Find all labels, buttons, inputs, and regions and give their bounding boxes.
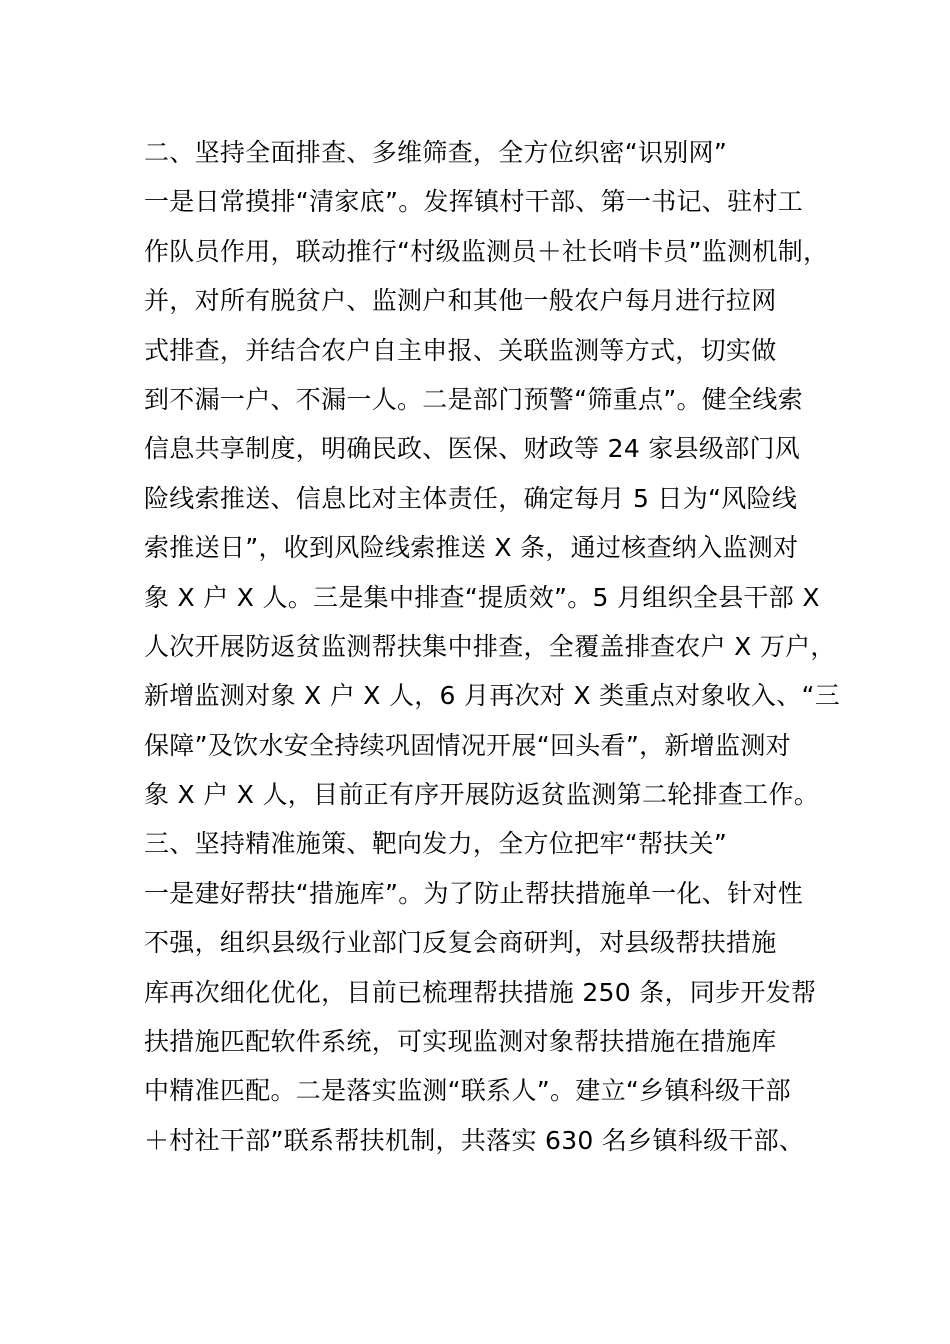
paragraph-line: 一是建好帮扶“措施库”。为了防止帮扶措施单一化、针对性	[144, 878, 804, 908]
paragraph-line: 并，对所有脱贫户、监测户和其他一般农户每月进行拉网	[144, 286, 777, 316]
paragraph-line: 到不漏一户、不漏一人。二是部门预警“筛重点”。健全线索	[144, 384, 804, 414]
paragraph-line: 新增监测对象 X 户 X 人，6 月再次对 X 类重点对象收入、“三	[144, 681, 841, 711]
paragraph-line: 险线索推送、信息比对主体责任，确定每月 5 日为“风险线	[144, 483, 798, 513]
paragraph-line: ＋村社干部”联系帮扶机制，共落实 630 名乡镇科级干部、	[144, 1125, 805, 1155]
paragraph-line: 人次开展防返贫监测帮扶集中排查，全覆盖排查农户 X 万户，	[144, 631, 836, 661]
paragraph-line: 扶措施匹配软件系统，可实现监测对象帮扶措施在措施库	[144, 1027, 777, 1057]
paragraph-line: 一是日常摸排“清家底”。发挥镇村干部、第一书记、驻村工	[144, 187, 804, 217]
paragraph-line: 不强，组织县级行业部门反复会商研判，对县级帮扶措施	[144, 928, 777, 958]
paragraph-line: 作队员作用，联动推行“村级监测员＋社长哨卡员”监测机制，	[144, 236, 829, 266]
paragraph-line: 式排查，并结合农户自主申报、关联监测等方式，切实做	[144, 335, 777, 365]
paragraph-line: 象 X 户 X 人，目前正有序开展防返贫监测第二轮排查工作。	[144, 780, 820, 810]
paragraph-line: 索推送日”，收到风险线索推送 X 条，通过核查纳入监测对	[144, 533, 799, 563]
paragraph-line: 象 X 户 X 人。三是集中排查“提质效”。5 月组织全县干部 X	[144, 582, 820, 612]
paragraph-line: 信息共享制度，明确民政、医保、财政等 24 家县级部门风	[144, 434, 801, 464]
document-body	[144, 128, 844, 1165]
section-heading-2: 二、坚持全面排查、多维筛查，全方位织密“识别网”	[144, 138, 728, 167]
paragraph-line: 库再次细化优化，目前已梳理帮扶措施 250 条，同步开发帮	[144, 977, 817, 1007]
section-heading-3: 三、坚持精准施策、靶向发力，全方位把牢“帮扶关”	[144, 829, 728, 859]
paragraph-line: 中精准匹配。二是落实监测“联系人”。建立“乡镇科级干部	[144, 1076, 791, 1106]
paragraph-line: 保障”及饮水安全持续巩固情况开展“回头看”，新增监测对	[144, 730, 791, 760]
